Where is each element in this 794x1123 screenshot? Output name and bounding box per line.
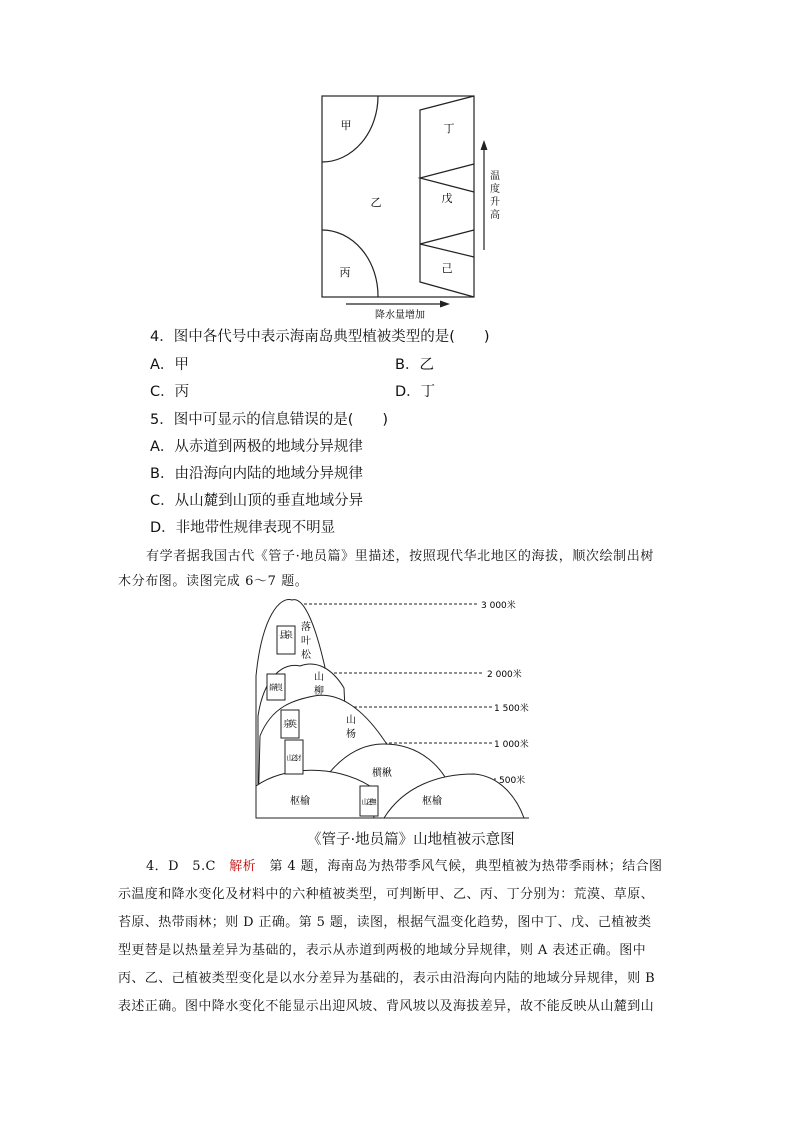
ding-wu-boundary [420,164,474,192]
answer-text-1: 第 4 题，海南岛为热带季风气候，典型植被为热带季雨林；结合图 [256,859,663,874]
vegetation-distribution-diagram [316,92,506,322]
y-axis-char-4: 高 [490,210,500,221]
label-willow-1: 山 [314,672,324,683]
altitude-1500-label: 1 500米 [494,704,529,714]
label-quanying: 泉英 [283,720,297,730]
label-ding: 丁 [443,122,455,135]
answer-line-6: 表述正确。图中降水变化不能显示出迎风坡、背风坡以及海拔差异，故不能反映从山麓到山 [118,999,655,1014]
label-catalpa: 樌楸 [372,768,392,779]
label-xianquan: 县泉 [279,631,293,641]
bing-boundary [322,230,378,297]
label-elm-right: 枢榆 [422,796,442,807]
question-5-option-d: D．非地带性规律表现不明显 [150,520,336,536]
y-axis-char-3: 升 [490,197,500,208]
label-willow-2: 柳 [314,686,324,697]
answer-line-3: 苔原、热带雨林；则 D 正确。第 5 题，读图，根据气温变化趋势，图中丁、戊、己植被类 [118,915,652,930]
question-5-stem: 5．图中可显示的信息错误的是( ) [150,412,389,428]
label-poplar-1: 山 [346,715,356,726]
temperature-arrow-head [481,140,488,150]
precipitation-arrow-head [440,301,450,308]
altitude-3000-label: 3 000米 [481,601,516,611]
label-ji: 己 [441,262,453,275]
y-axis-char-2: 度 [490,184,500,195]
label-niewei: 嶭峎 [269,683,283,692]
question-4-option-b: B．乙 [395,357,434,373]
y-axis-char-1: 温 [490,171,500,182]
x-axis-label: 降水量增加 [375,310,425,321]
label-larch-3: 松 [301,650,311,661]
altitude-2000-label: 2 000米 [487,670,522,680]
answer-key: 4．D 5.C [146,859,230,874]
question-4-option-a: A．甲 [150,357,189,373]
question-5-option-a: A．从赤道到两极的地域分异规律 [150,439,363,455]
label-bing: 丙 [339,266,351,279]
question-4-stem: 4．图中各代号中表示海南岛典型植被类型的是( ) [150,329,490,345]
answer-line-4: 型更替是以热量差异为基础的，表示从赤道到两极的地域分异规律，则 A 表述正确。图中 [118,943,647,958]
answer-line-1 [146,853,674,881]
label-jia: 甲 [340,119,352,132]
question-5-option-b: B．由沿海向内陆的地域分异规律 [150,466,363,482]
label-wu: 戊 [441,192,453,205]
label-poplar-2: 杨 [346,729,356,740]
altitude-1000-label: 1 000米 [494,740,529,750]
label-larch-1: 落 [301,622,311,633]
label-larch-2: 叶 [301,636,311,647]
answer-line-5: 丙、乙、己植被类型变化是以水分差异为基础的，表示由沿海向内陆的地域分异规律，则 B [118,971,656,986]
answer-line-2: 示温度和降水变化及材料中的六种植被类型，可判断甲、乙、丙、丁分别为：荒漠、草原、 [118,887,655,902]
question-4-option-c: C．丙 [150,384,190,400]
question-5-option-c: C．从山麓到山顶的垂直地域分异 [150,493,364,509]
material-intro-line-1: 有学者据我国古代《管子·地员篇》里描述，按照现代华北地区的海拔，顺次绘制出树 [146,549,654,564]
material-intro-line-2: 木分布图。读图完成 6～7 题。 [118,574,309,589]
analysis-tag: 解析 [229,859,257,874]
label-elm-left: 枢榆 [290,796,310,807]
figure-2-caption: 《管子·地员篇》山地植被示意图 [307,832,515,848]
mountain-vegetation-diagram [254,596,544,822]
label-shanzhimo: 山之橅 [361,798,377,806]
question-4-option-d: D．丁 [395,384,436,400]
label-yi: 乙 [370,196,382,209]
wu-ji-boundary [420,230,474,257]
altitude-500-label: 500米 [499,776,526,786]
label-shanzhichai: 山之豺 [286,754,302,762]
